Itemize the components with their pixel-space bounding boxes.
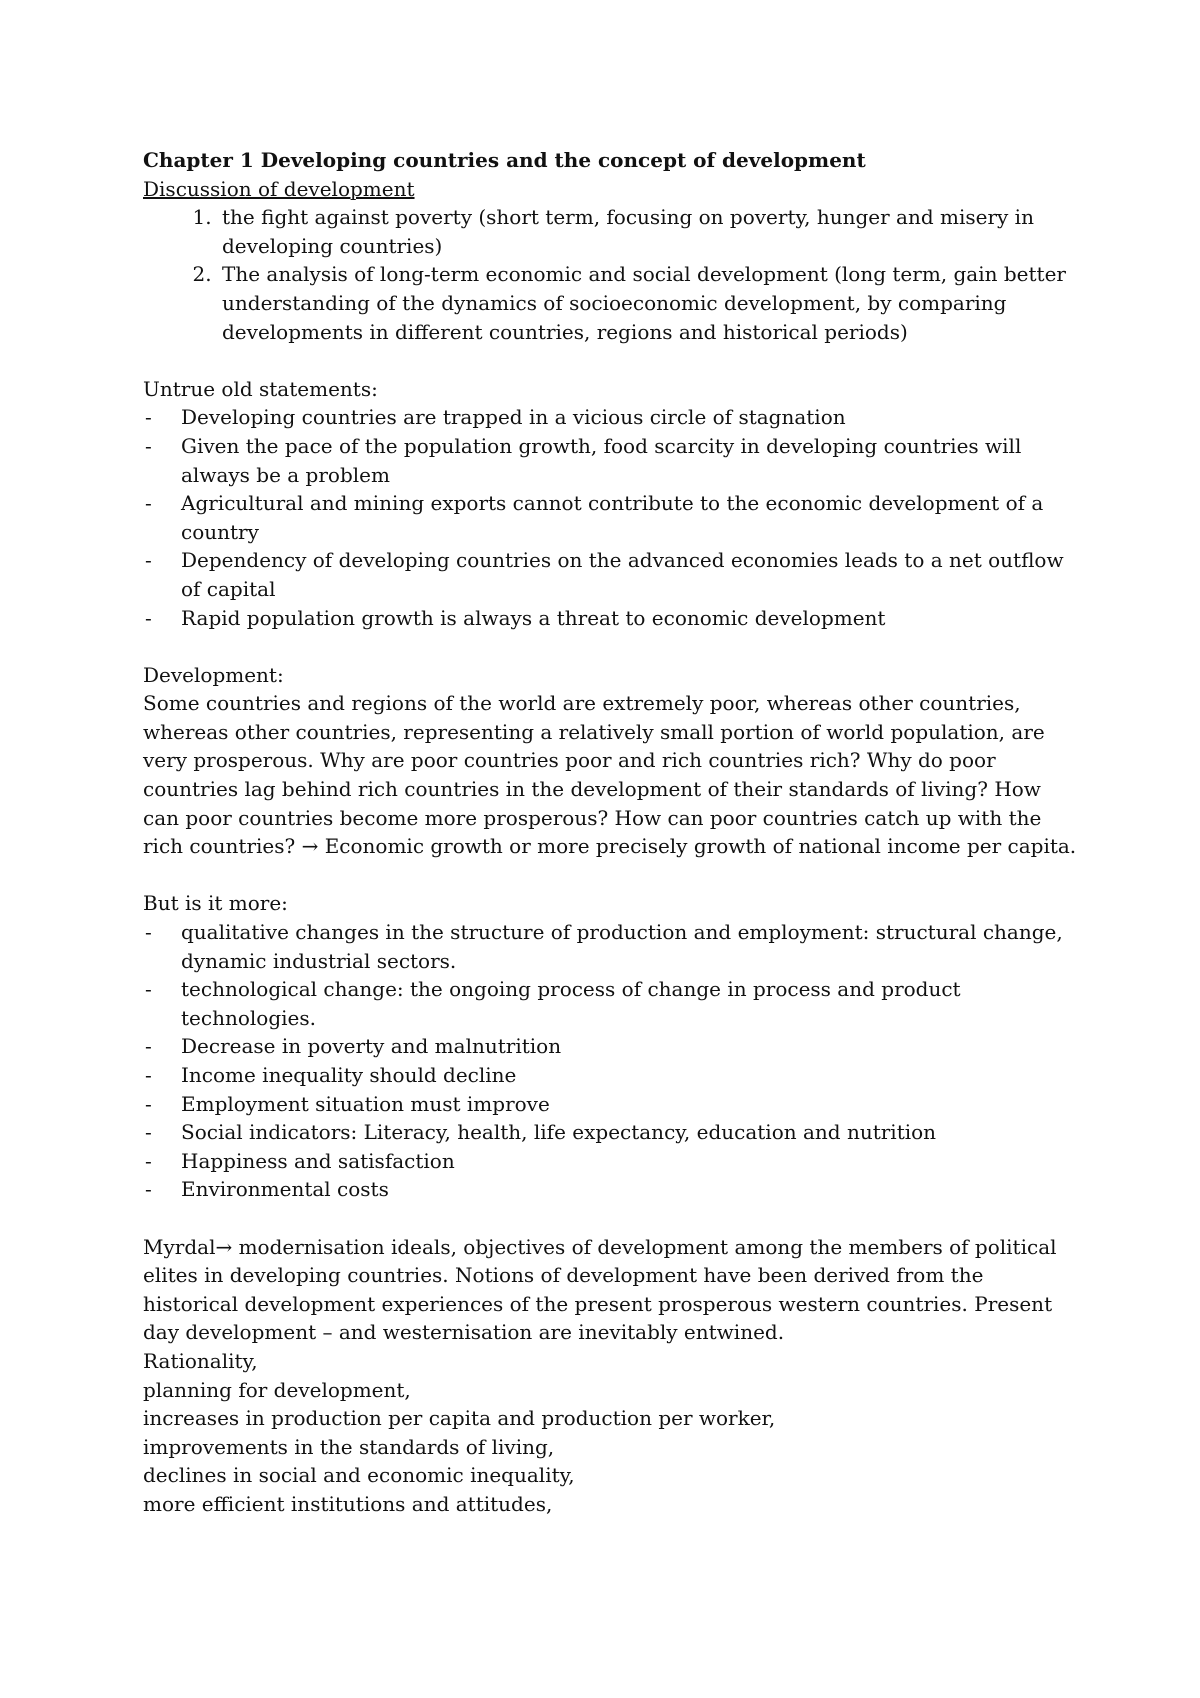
list-item: - Rapid population growth is always a threat to economic development xyxy=(143,604,1083,633)
numbered-list xyxy=(143,203,1083,346)
numbered-item: 2. The analysis of long-term economic and social development (long term, gain better understanding of the dynamics of socioeconomic development, by comparing developments in different countries, regions and historical periods) xyxy=(218,260,1083,346)
list-item: - qualitative changes in the structure of production and employment: structural change, dynamic industrial sectors. xyxy=(143,918,1083,975)
list-item: - Social indicators: Literacy, health, life expectancy, education and nutrition xyxy=(143,1118,1083,1147)
myrdal-line: improvements in the standards of living, xyxy=(143,1434,555,1459)
myrdal-line: declines in social and economic inequality, xyxy=(143,1463,575,1488)
more-list xyxy=(143,918,1083,1204)
myrdal-paragraph: Myrdal→ modernisation ideals, objectives of development among the members of political elites in developing countries. Notions of development have been derived from the historical development experiences of the present prosperous western countries. Present day development – and westernisation are inevitably entwined. xyxy=(143,1234,1057,1345)
section-subtitle: Discussion of development xyxy=(143,176,415,201)
list-item: - Dependency of developing countries on the advanced economies leads to a net outflow of capital xyxy=(143,546,1083,603)
list-item: - Developing countries are trapped in a vicious circle of stagnation xyxy=(143,403,1083,432)
development-heading: Development: xyxy=(143,662,284,687)
myrdal-line: increases in production per capita and production per worker, xyxy=(143,1406,776,1431)
myrdal-line: more efficient institutions and attitudes, xyxy=(143,1491,553,1516)
document-page xyxy=(143,146,1083,1519)
list-item: - Happiness and satisfaction xyxy=(143,1147,1083,1176)
more-heading: But is it more: xyxy=(143,891,288,916)
list-item: - Employment situation must improve xyxy=(143,1090,1083,1119)
myrdal-line: Rationality, xyxy=(143,1348,258,1373)
list-item: - Given the pace of the population growth, food scarcity in developing countries will always be a problem xyxy=(143,432,1083,489)
chapter-title: Chapter 1 Developing countries and the concept of development xyxy=(143,148,866,172)
list-item: - Agricultural and mining exports cannot contribute to the economic development of a country xyxy=(143,489,1083,546)
untrue-list xyxy=(143,403,1083,632)
myrdal-line: planning for development, xyxy=(143,1377,411,1402)
untrue-heading: Untrue old statements: xyxy=(143,376,378,401)
numbered-item: 1. the fight against poverty (short term, focusing on poverty, hunger and misery in developing countries) xyxy=(218,203,1083,260)
list-item: - Environmental costs xyxy=(143,1175,1083,1204)
list-item: - Decrease in poverty and malnutrition xyxy=(143,1032,1083,1061)
list-item: - technological change: the ongoing process of change in process and product technologies. xyxy=(143,975,1083,1032)
development-paragraph: Some countries and regions of the world are extremely poor, whereas other countries, whereas other countries, representing a relatively small portion of world population, are very prosperous. Why are poor countries poor and rich countries rich? Why do poor countries lag behind rich countries in the development of their standards of living? How can poor countries become more prosperous? How can poor countries catch up with the rich countries? → Economic growth or more precisely growth of national income per capita. xyxy=(143,691,1077,859)
list-item: - Income inequality should decline xyxy=(143,1061,1083,1090)
